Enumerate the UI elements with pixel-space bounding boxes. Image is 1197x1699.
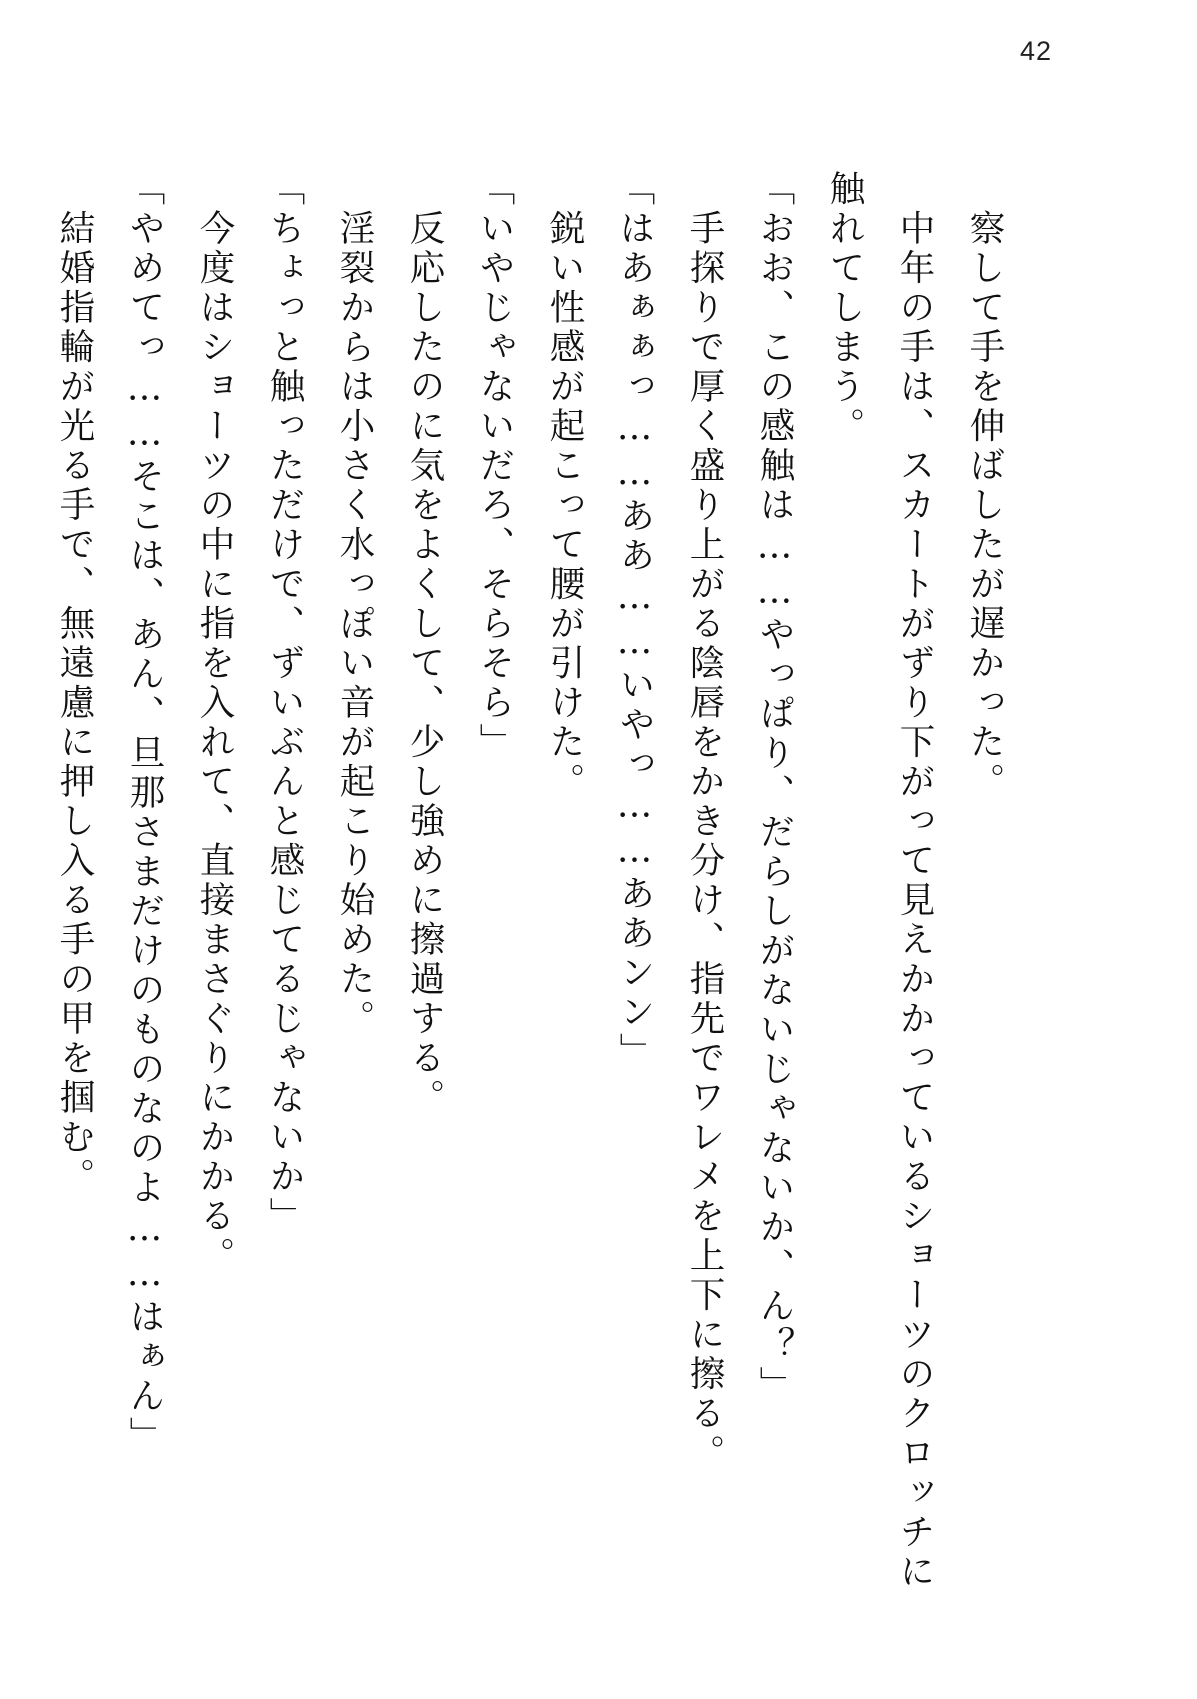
- text-line: 結婚指輪が光る手で、無遠慮に押し入る手の甲を掴む。: [54, 170, 95, 1197]
- text-line: 今度はショーツの中に指を入れて、直接まさぐりにかかる。: [194, 170, 235, 1276]
- text-line: 「いやじゃないだろ、そらそら」: [474, 170, 515, 763]
- vertical-text-body: [39, 170, 1019, 1610]
- text-line: 中年の手は、スカートがずり下がって見えかかっているショーツのクロッチに: [894, 170, 935, 1592]
- text-line: 鋭い性感が起こって腰が引けた。: [544, 170, 585, 802]
- text-line: 反応したのに気をよくして、少し強めに擦過する。: [404, 170, 445, 1118]
- text-line: 察して手を伸ばしたが遅かった。: [964, 170, 1005, 802]
- text-line: 淫裂からは小さく水っぽい音が起こり始めた。: [334, 170, 375, 1039]
- text-line: 「おお、この感触は……やっぱり、だらしがないじゃないか、ん？」: [754, 170, 795, 1406]
- text-line: 触れてしまう。: [824, 170, 865, 447]
- page-number: 42: [1020, 36, 1053, 66]
- text-line: 「ちょっと触っただけで、ずいぶんと感じてるじゃないか」: [264, 170, 305, 1237]
- text-line: 「はあぁぁっ……ああ……いやっ……ああンン」: [614, 170, 655, 1072]
- text-line: 「やめてっ……そこは、あん、旦那さまだけのものなのよ……はぁん」: [124, 170, 165, 1456]
- text-line: 手探りで厚く盛り上がる陰唇をかき分け、指先でワレメを上下に擦る。: [684, 170, 725, 1474]
